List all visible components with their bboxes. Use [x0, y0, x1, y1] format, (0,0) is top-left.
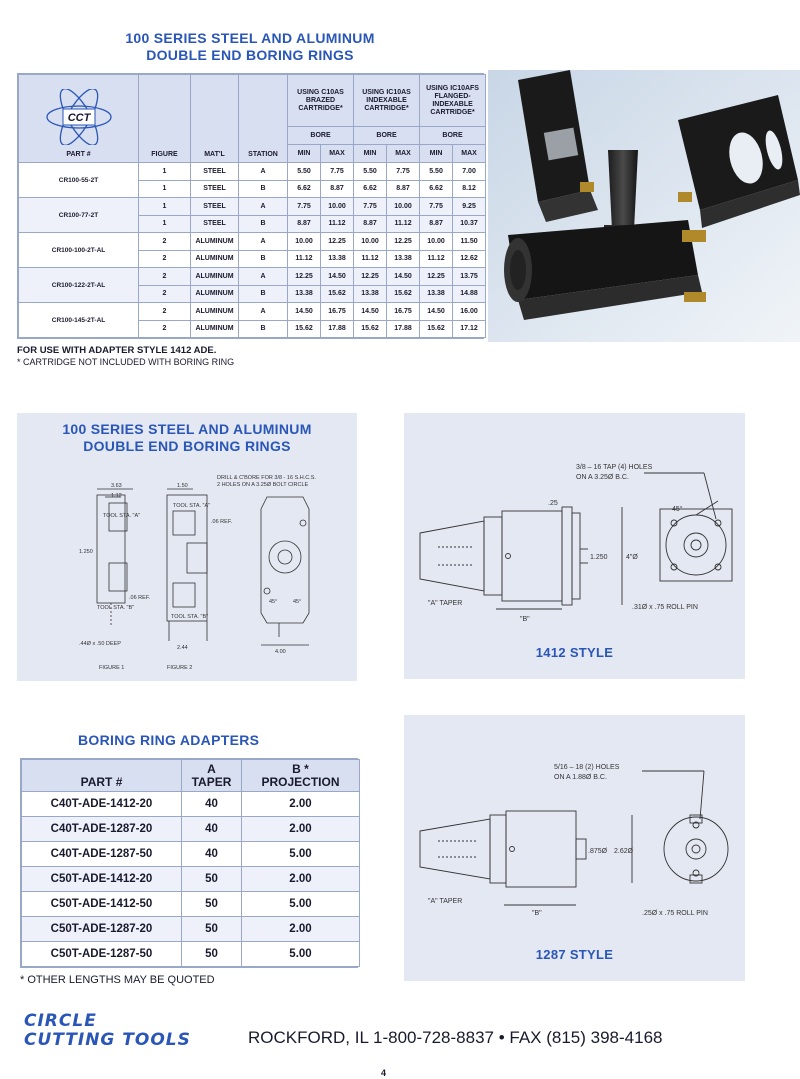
bore-value-cell: 10.37 [453, 215, 486, 233]
table-row [22, 867, 360, 892]
table-row [22, 842, 360, 867]
product-photo [488, 70, 800, 342]
adapter-taper-header [182, 760, 242, 792]
dim-06-ref-b: .06 REF. [129, 595, 151, 601]
dim-1-12: 1.12 [111, 493, 122, 499]
bore-value-cell: 8.12 [453, 180, 486, 198]
part-header: PART # [66, 151, 91, 158]
tap-holes-1287: 5/16 – 18 (2) HOLES [554, 764, 620, 771]
figure-cell: 1 [139, 198, 191, 216]
mat-cell: ALUMINUM [191, 285, 239, 303]
bore-value-cell: 12.25 [420, 268, 453, 286]
bore-value-cell: 10.00 [387, 198, 420, 216]
bore-value-cell: 13.75 [453, 268, 486, 286]
adapter-part-header: PART # [22, 760, 182, 792]
dim-4-dia-1412: 4"Ø [626, 554, 638, 561]
top-title-line2: DOUBLE END BORING RINGS [146, 47, 354, 63]
brand-line2: CUTTING TOOLS [24, 1030, 191, 1050]
roll-pin-1412: .31Ø x .75 ROLL PIN [632, 604, 698, 611]
bore-value-cell: 15.62 [420, 320, 453, 338]
adapter-part-cell: C40T-ADE-1287-50 [22, 842, 182, 867]
max-header-2: MAX [387, 145, 420, 163]
bore-value-cell: 6.62 [420, 180, 453, 198]
dim-4-00: 4.00 [275, 649, 286, 655]
adapter-proj-cell: 5.00 [242, 842, 360, 867]
bore-value-cell: 14.50 [387, 268, 420, 286]
adapter-part-cell: C50T-ADE-1287-20 [22, 917, 182, 942]
figure-2-label: FIGURE 2 [167, 665, 193, 671]
boring-rings-drawing-panel [17, 413, 357, 681]
max-header-1: MAX [321, 145, 354, 163]
station-cell: A [239, 268, 288, 286]
adapter-part-cell: C50T-ADE-1412-50 [22, 892, 182, 917]
cartridge-c10as-header: USING C10AS BRAZED CARTRIDGE* [288, 75, 354, 127]
bore-value-cell: 11.12 [288, 250, 321, 268]
material-header: MAT'L [191, 75, 239, 163]
bore-value-cell: 11.50 [453, 233, 486, 251]
bore-value-cell: 13.38 [387, 250, 420, 268]
bore-value-cell: 8.87 [420, 215, 453, 233]
bore-value-cell: 11.12 [354, 250, 387, 268]
bore-value-cell: 13.38 [420, 285, 453, 303]
figure-cell: 2 [139, 233, 191, 251]
bore-value-cell: 15.62 [321, 285, 354, 303]
adapter-proj-cell: 2.00 [242, 867, 360, 892]
ring-drawing-title-line1: 100 SERIES STEEL AND ALUMINUM [62, 421, 312, 437]
adapter-part-cell: C50T-ADE-1412-20 [22, 867, 182, 892]
style-1412-label: 1412 STYLE [535, 645, 614, 660]
station-cell: B [239, 285, 288, 303]
table-row [22, 792, 360, 817]
bore-header-1: BORE [288, 127, 354, 145]
figure-cell: 1 [139, 180, 191, 198]
bore-header-3: BORE [420, 127, 486, 145]
cartridge-note: * CARTRIDGE NOT INCLUDED WITH BORING RING [17, 357, 235, 367]
table-row [19, 303, 486, 321]
bore-value-cell: 9.25 [453, 198, 486, 216]
roll-pin-1287: .25Ø x .75 ROLL PIN [642, 910, 708, 917]
adapter-proj-cell: 2.00 [242, 917, 360, 942]
table-row [19, 268, 486, 286]
adapter-taper-cell: 50 [182, 917, 242, 942]
bore-value-cell: 7.75 [354, 198, 387, 216]
bore-value-cell: 6.62 [288, 180, 321, 198]
adapter-taper-cell: 50 [182, 867, 242, 892]
table-row [19, 163, 486, 181]
station-cell: A [239, 198, 288, 216]
bore-value-cell: 13.38 [354, 285, 387, 303]
bore-value-cell: 12.25 [321, 233, 354, 251]
boring-ring-spec-table [18, 74, 486, 338]
brand-logo [24, 1012, 191, 1050]
drill-note: DRILL & C'BORE FOR 3/8 - 16 S.H.C.S. [217, 475, 316, 481]
ring-drawing-title-line2: DOUBLE END BORING RINGS [83, 438, 291, 454]
bore-value-cell: 12.25 [288, 268, 321, 286]
taper-label-1412: "A" TAPER [428, 600, 463, 607]
bore-value-cell: 10.00 [321, 198, 354, 216]
min-header-2: MIN [354, 145, 387, 163]
tap-bc-1412: ON A 3.25Ø B.C. [576, 474, 629, 481]
angle-45-1412: 45° [672, 506, 683, 513]
adapter-taper-header-bottom: TAPER [191, 774, 232, 789]
bore-value-cell: 10.00 [288, 233, 321, 251]
contact-info: ROCKFORD, IL 1-800-728-8837 • FAX (815) 398-4168 [248, 1028, 663, 1047]
holes-note: 2 HOLES ON A 3.25Ø BOLT CIRCLE [217, 482, 309, 488]
angle-45-left: 45° [269, 599, 278, 605]
min-header-1: MIN [288, 145, 321, 163]
bore-value-cell: 17.12 [453, 320, 486, 338]
station-header: STATION [239, 75, 288, 163]
top-title-line1: 100 SERIES STEEL AND ALUMINUM [125, 30, 375, 46]
boring-ring-table [17, 73, 484, 339]
station-cell: B [239, 215, 288, 233]
bore-value-cell: 8.87 [321, 180, 354, 198]
figure-cell: 2 [139, 303, 191, 321]
bore-value-cell: 7.75 [321, 163, 354, 181]
bore-value-cell: 14.50 [321, 268, 354, 286]
bore-value-cell: 5.50 [354, 163, 387, 181]
bore-value-cell: 12.25 [354, 268, 387, 286]
dim-44-deep: .44Ø x .50 DEEP [79, 641, 121, 647]
style-1412-drawing [404, 413, 745, 679]
b-label-1287: "B" [532, 910, 542, 917]
mat-cell: ALUMINUM [191, 233, 239, 251]
cct-logo-text: CCT [67, 112, 90, 124]
bore-value-cell: 15.62 [288, 320, 321, 338]
adapter-projection-header-bottom: PROJECTION [261, 774, 340, 789]
part-header-cell [19, 75, 139, 163]
other-lengths-note: * OTHER LENGTHS MAY BE QUOTED [20, 974, 215, 986]
style-1412-panel [404, 413, 745, 679]
adapter-proj-cell: 2.00 [242, 817, 360, 842]
adapter-projection-header [242, 760, 360, 792]
bore-header-2: BORE [354, 127, 420, 145]
station-cell: B [239, 250, 288, 268]
adapters-table [21, 759, 360, 967]
tool-sta-b-fig1: TOOL STA. "B" [97, 605, 135, 611]
tool-sta-a-fig1: TOOL STA. "A" [103, 513, 141, 519]
bore-value-cell: 6.62 [354, 180, 387, 198]
boring-rings-illustration [488, 70, 800, 342]
style-1287-panel [404, 715, 745, 981]
figure-cell: 2 [139, 285, 191, 303]
bore-value-cell: 13.38 [288, 285, 321, 303]
bore-value-cell: 7.75 [288, 198, 321, 216]
mat-cell: STEEL [191, 163, 239, 181]
adapter-taper-cell: 40 [182, 817, 242, 842]
adapter-part-cell: C40T-ADE-1412-20 [22, 792, 182, 817]
style-1287-drawing [404, 715, 745, 981]
adapter-taper-cell: 40 [182, 792, 242, 817]
adapter-use-note: FOR USE WITH ADAPTER STYLE 1412 ADE. [17, 345, 217, 356]
min-header-3: MIN [420, 145, 453, 163]
dim-2-44: 2.44 [177, 645, 188, 651]
adapter-proj-cell: 5.00 [242, 892, 360, 917]
table-row [22, 942, 360, 967]
bore-value-cell: 5.50 [288, 163, 321, 181]
bore-value-cell: 8.87 [354, 215, 387, 233]
bore-value-cell: 14.50 [354, 303, 387, 321]
dim-06-ref-a: .06 REF. [211, 519, 233, 525]
part-number-cell: CR100-122-2T-AL [19, 268, 139, 303]
adapter-projection-header-top: B * [292, 761, 309, 776]
part-number-cell: CR100-77-2T [19, 198, 139, 233]
bore-value-cell: 15.62 [354, 320, 387, 338]
adapter-taper-header-top: A [207, 761, 216, 776]
bore-value-cell: 8.87 [387, 180, 420, 198]
figure-cell: 1 [139, 163, 191, 181]
station-cell: B [239, 180, 288, 198]
figure-cell: 2 [139, 320, 191, 338]
figure-header: FIGURE [139, 75, 191, 163]
part-number-cell: CR100-55-2T [19, 163, 139, 198]
bore-value-cell: 17.88 [321, 320, 354, 338]
bore-value-cell: 14.88 [453, 285, 486, 303]
table-row [22, 817, 360, 842]
tool-sta-b-fig2: TOOL STA. "B" [171, 614, 209, 620]
adapter-proj-cell: 2.00 [242, 792, 360, 817]
table-row [22, 917, 360, 942]
brand-line1: CIRCLE [24, 1011, 97, 1031]
part-number-cell: CR100-145-2T-AL [19, 303, 139, 338]
cct-logo-icon [43, 89, 115, 145]
bore-value-cell: 16.75 [387, 303, 420, 321]
page-number: 4 [381, 1068, 387, 1078]
mat-cell: STEEL [191, 180, 239, 198]
style-1287-label: 1287 STYLE [535, 947, 614, 962]
figure-cell: 2 [139, 268, 191, 286]
part-number-cell: CR100-100-2T-AL [19, 233, 139, 268]
mat-cell: ALUMINUM [191, 268, 239, 286]
table-row [19, 233, 486, 251]
b-label-1412: "B" [520, 616, 530, 623]
bore-value-cell: 7.00 [453, 163, 486, 181]
figure-1-label: FIGURE 1 [99, 665, 125, 671]
boring-rings-technical-drawing [17, 413, 357, 681]
bore-value-cell: 5.50 [420, 163, 453, 181]
adapter-part-cell: C50T-ADE-1287-50 [22, 942, 182, 967]
bore-value-cell: 13.38 [321, 250, 354, 268]
max-header-3: MAX [453, 145, 486, 163]
table-row [22, 892, 360, 917]
figure-cell: 2 [139, 250, 191, 268]
tap-bc-1287: ON A 1.88Ø B.C. [554, 774, 607, 781]
bore-value-cell: 14.50 [288, 303, 321, 321]
figure-cell: 1 [139, 215, 191, 233]
bore-value-cell: 10.00 [420, 233, 453, 251]
bore-value-cell: 16.00 [453, 303, 486, 321]
mat-cell: ALUMINUM [191, 320, 239, 338]
adapter-taper-cell: 50 [182, 942, 242, 967]
adapter-taper-cell: 40 [182, 842, 242, 867]
bore-value-cell: 15.62 [387, 285, 420, 303]
dim-262-1287: 2.62Ø [614, 848, 634, 855]
cartridge-ic10as-header: USING IC10AS INDEXABLE CARTRIDGE* [354, 75, 420, 127]
station-cell: A [239, 303, 288, 321]
bore-value-cell: 14.50 [420, 303, 453, 321]
dim-875-1287: .875Ø [588, 848, 608, 855]
bore-value-cell: 12.62 [453, 250, 486, 268]
bore-value-cell: 7.75 [387, 163, 420, 181]
station-cell: A [239, 163, 288, 181]
dim-1-50: 1.50 [177, 483, 188, 489]
bore-value-cell: 11.12 [387, 215, 420, 233]
adapters-title: BORING RING ADAPTERS [78, 732, 260, 748]
dim-1-250: 1.250 [79, 549, 93, 555]
bore-value-cell: 10.00 [354, 233, 387, 251]
dim-25-1412: .25 [548, 500, 558, 507]
mat-cell: STEEL [191, 198, 239, 216]
mat-cell: ALUMINUM [191, 250, 239, 268]
adapters-table-wrap [20, 758, 358, 968]
tool-sta-a-fig2: TOOL STA. "A" [173, 503, 211, 509]
mat-cell: STEEL [191, 215, 239, 233]
tap-holes-1412: 3/8 – 16 TAP (4) HOLES [576, 464, 653, 471]
dim-1250-1412: 1.250 [590, 554, 608, 561]
bore-value-cell: 8.87 [288, 215, 321, 233]
dim-3-63: 3.63 [111, 483, 122, 489]
bore-value-cell: 12.25 [387, 233, 420, 251]
mat-cell: ALUMINUM [191, 303, 239, 321]
top-title [0, 30, 500, 64]
table-row [19, 198, 486, 216]
adapter-part-cell: C40T-ADE-1287-20 [22, 817, 182, 842]
adapter-taper-cell: 50 [182, 892, 242, 917]
bore-value-cell: 11.12 [321, 215, 354, 233]
bore-value-cell: 17.88 [387, 320, 420, 338]
cartridge-ic10afs-header: USING IC10AFS FLANGED-INDEXABLE CARTRIDGE* [420, 75, 486, 127]
bore-value-cell: 16.75 [321, 303, 354, 321]
bore-value-cell: 11.12 [420, 250, 453, 268]
bore-value-cell: 7.75 [420, 198, 453, 216]
adapter-proj-cell: 5.00 [242, 942, 360, 967]
angle-45-right: 45° [293, 599, 302, 605]
station-cell: A [239, 233, 288, 251]
station-cell: B [239, 320, 288, 338]
taper-label-1287: "A" TAPER [428, 898, 463, 905]
